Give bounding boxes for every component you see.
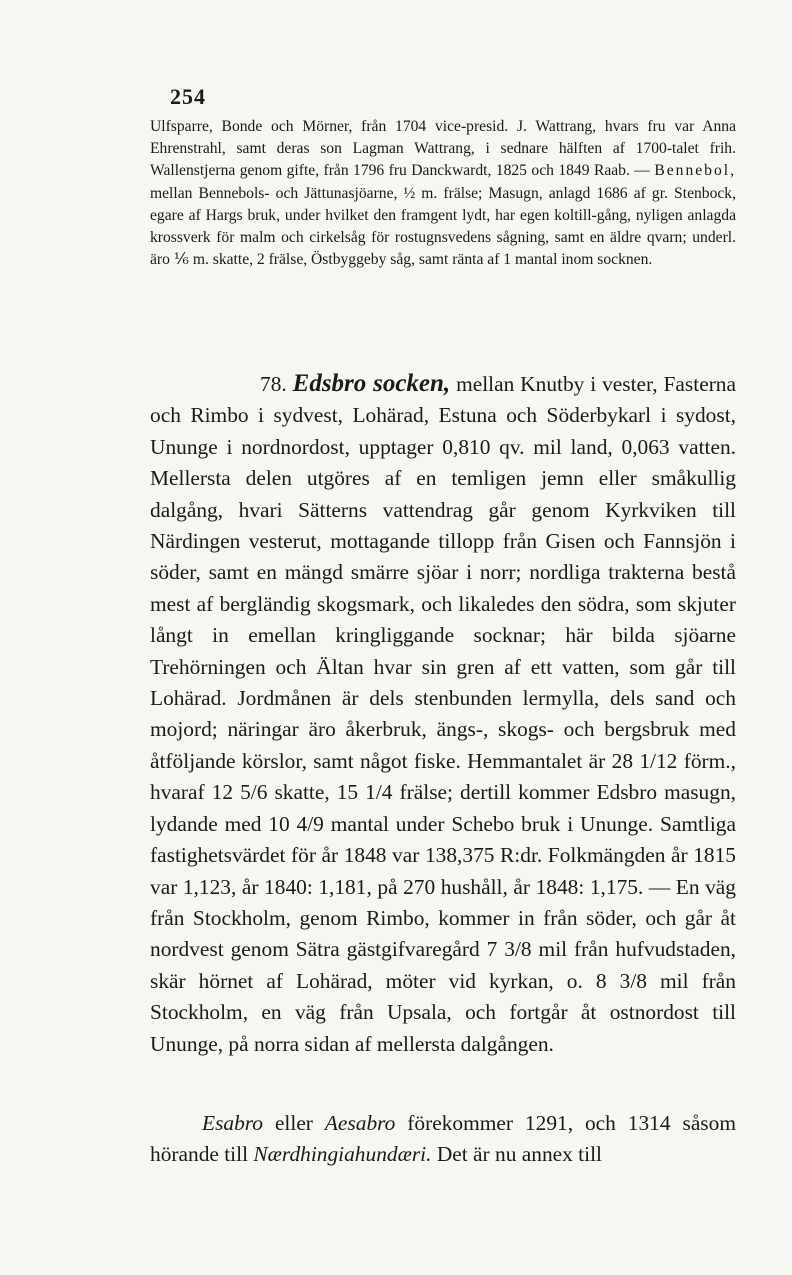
place-name-bennebol: Bennebol, <box>654 162 736 180</box>
second-paragraph-text-1: eller <box>274 1111 313 1135</box>
name-aesabro: Aesabro <box>324 1111 396 1135</box>
section-paragraph <box>150 368 736 1060</box>
section-number: 78. <box>260 372 287 396</box>
small-paragraph <box>150 116 736 271</box>
section-text: mellan Knutby i vester, Fasterna och Rimbo i sydvest, Lohärad, Estuna och Söderbykarl i sydost, Ununge i nordnordost, upptager 0,810 qv. mil land, 0,063 vatten. Mellersta delen utgöres af en temligen jemn eller småkullig dalgång, hvari Sätterns vattendrag går genom Kyrkviken till Närdingen vesterut, mottagande tillopp från Gisen och Fannsjön i söder, samt en mängd smärre sjöar i norr; nordliga trakterna bestå mest af bergländig skogsmark, och likaledes den södra, som skjuter långt in emellan kringliggande socknar; här bilda sjöarne Trehörningen och Ältan hvar sin gren af ett vatten, som går till Lohärad. Jordmånen är dels stenbunden lermylla, dels sand och mojord; näringar äro åkerbruk, ängs-, skogs- och bergsbruk med åtföljande körslor, samt något fiske. Hemmantalet är 28 1/12 förm., hvaraf 12 5/6 skatte, 15 1/4 frälse; dertill kommer Edsbro masugn, lydande med 10 4/9 mantal under Schebo bruk i Ununge. Samtliga fastighetsvärdet för år 1848 var 138,375 R:dr. Folkmängden år 1815 var 1,123, år 1840: 1,181, på 270 hushåll, år 1848: 1,175. — En väg från Stockholm, genom Rimbo, kommer in från söder, och går åt nordvest genom Sätra gästgifvaregård 7 3/8 mil från hufvudstaden, skär hörnet af Lohärad, möter vid kyrkan, o. 8 3/8 mil från Stockholm, en väg från Upsala, och fortgår åt ostnordost till Ununge, på norra sidan af mellersta dalgången. <box>150 372 737 1056</box>
second-paragraph <box>150 1108 736 1171</box>
small-paragraph-text-1: Ulfsparre, Bonde och Mörner, från 1704 vice-presid. J. Wattrang, hvars fru var Anna Ehrenstrahl, samt deras son Lagman Wattrang, i sednare hälften af 1700-talet frih. Wallenstjerna genom gifte, från 1796 fru Danckwardt, 1825 och 1849 Raab. — <box>150 118 736 180</box>
second-paragraph-text-2: förekommer 1291, och 1314 såsom hörande till <box>150 1111 736 1167</box>
small-paragraph-text-2: mellan Bennebols- och Jättunasjöarne, ½ m. frälse; Masugn, anlagd 1686 af gr. Stenbock, egare af Hargs bruk, under hvilket den framgent lydt, har egen koltill-gång, nyligen anlagda krossverk för malm och cirkelsåg för rostugnsvedens sågning, samt en äldre qvarn; underl. äro ⅙ m. skatte, 2 frälse, Östbyggeby såg, samt ränta af 1 mantal inom socknen. <box>150 184 736 269</box>
name-naerdhingiahundaeri: Nærdhingiahundæri. <box>253 1142 432 1167</box>
name-esabro: Esabro <box>202 1111 264 1135</box>
second-paragraph-text-3: Det är nu annex till <box>436 1142 602 1167</box>
page-number: 254 <box>170 84 206 109</box>
section-heading: Edsbro socken, <box>292 370 451 397</box>
